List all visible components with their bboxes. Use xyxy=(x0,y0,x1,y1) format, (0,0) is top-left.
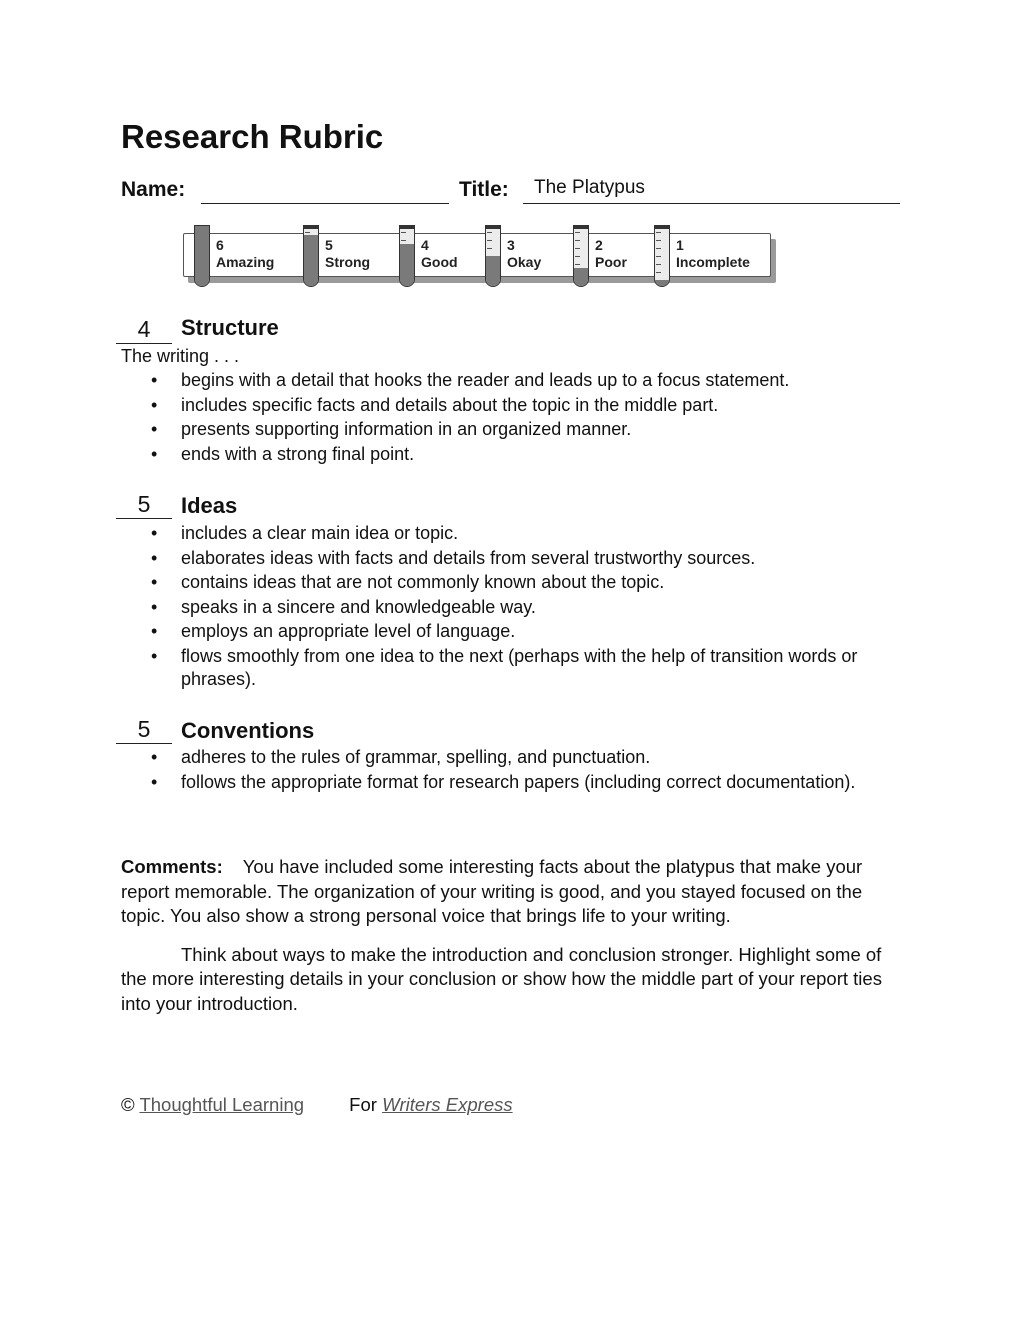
structure-title: Structure xyxy=(181,315,279,340)
scale-number-5: 5 xyxy=(325,237,333,253)
scale-label-2: Poor xyxy=(595,254,627,270)
scale-label-6: Amazing xyxy=(216,254,275,270)
scale-number-1: 1 xyxy=(676,237,684,253)
copyright-symbol: © xyxy=(121,1094,135,1115)
comments-label: Comments: xyxy=(121,856,223,877)
meta-row xyxy=(121,174,911,206)
scale-number-2: 2 xyxy=(595,237,603,253)
list-item: • elaborates ideas with facts and details from several trustworthy sources. xyxy=(121,547,881,570)
list-item: • ends with a strong final point. xyxy=(121,443,881,466)
tube-1-icon xyxy=(654,225,670,287)
structure-score[interactable]: 4 xyxy=(116,316,172,344)
list-item: • adheres to the rules of grammar, spelling, and punctuation. xyxy=(121,746,881,769)
list-item: • employs an appropriate level of language. xyxy=(121,620,881,643)
title-field[interactable] xyxy=(523,177,900,204)
book-title xyxy=(382,1094,513,1115)
list-item: • speaks in a sincere and knowledgeable way. xyxy=(121,596,881,619)
tube-6-icon xyxy=(194,225,210,287)
comments-text-1: You have included some interesting facts about the platypus that make your report memorable. The organization of your writing is good, and you stayed focused on the topic. You also show a strong personal voice that brings life to your writing. xyxy=(121,856,863,926)
list-item: • includes specific facts and details about the topic in the middle part. xyxy=(121,394,881,417)
scale-label-3: Okay xyxy=(507,254,542,270)
ideas-criteria-list xyxy=(121,522,911,692)
book-link[interactable]: Writers Express xyxy=(382,1094,513,1115)
conventions-criteria-list xyxy=(121,746,911,795)
scale-label-5: Strong xyxy=(325,254,371,270)
conventions-score[interactable]: 5 xyxy=(116,716,172,744)
ideas-title: Ideas xyxy=(181,493,238,518)
scale-number-3: 3 xyxy=(507,237,515,253)
tube-4-icon xyxy=(399,225,415,287)
name-label: Name: xyxy=(121,178,186,201)
tube-5-icon xyxy=(303,225,319,287)
footer xyxy=(121,1094,513,1116)
title-value: The Platypus xyxy=(534,177,645,198)
title-label: Title: xyxy=(459,178,509,201)
publisher-link[interactable]: Thoughtful Learning xyxy=(139,1094,305,1115)
conventions-title: Conventions xyxy=(181,718,315,743)
list-item: • includes a clear main idea or topic. xyxy=(121,522,881,545)
name-field[interactable] xyxy=(201,177,449,204)
rating-scale xyxy=(181,225,781,291)
structure-criteria-list xyxy=(121,369,911,467)
ideas-score[interactable]: 5 xyxy=(116,491,172,519)
page-title: Research Rubric xyxy=(121,118,384,155)
comments-paragraph-1 xyxy=(121,855,891,929)
tube-2-icon xyxy=(573,225,589,287)
structure-intro: The writing . . . xyxy=(121,346,240,366)
comments-paragraph-2: Think about ways to make the introduction and conclusion stronger. Highlight some of the more interesting details in your conclusion or show how the middle part of your report ties into your introduction. xyxy=(121,943,882,1014)
scale-number-4: 4 xyxy=(421,237,429,253)
list-item: • follows the appropriate format for research papers (including correct documentation). xyxy=(121,771,881,794)
list-item: • begins with a detail that hooks the reader and leads up to a focus statement. xyxy=(121,369,881,392)
scale-label-1: Incomplete xyxy=(676,254,750,270)
list-item: • flows smoothly from one idea to the next (perhaps with the help of transition words or phrases). xyxy=(121,645,881,691)
for-label: For xyxy=(349,1094,377,1115)
comments-block xyxy=(121,855,891,1016)
list-item: • presents supporting information in an organized manner. xyxy=(121,418,881,441)
tube-3-icon xyxy=(485,225,501,287)
list-item: • contains ideas that are not commonly known about the topic. xyxy=(121,571,881,594)
scale-label-4: Good xyxy=(421,254,458,270)
scale-number-6: 6 xyxy=(216,237,224,253)
